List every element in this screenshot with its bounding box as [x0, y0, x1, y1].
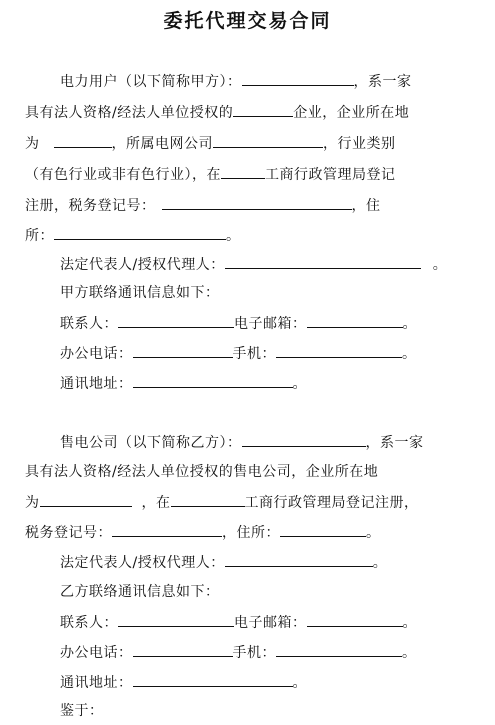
party-a-office-phone-blank[interactable]: [133, 342, 233, 358]
party-b-mobile-label: 手机：: [232, 645, 276, 661]
party-a-line5-suffix: ，住: [351, 198, 381, 214]
whereas-label: 鉴于：: [60, 703, 104, 719]
party-b-line-2: 具有法人资格/经法人单位授权的售电公司，企业所在地: [25, 464, 379, 480]
party-a-rep-line: [60, 253, 447, 275]
party-b-line3-mid: ，在: [141, 495, 171, 511]
party-a-contact-heading: 甲方联络通讯信息如下：: [60, 285, 220, 301]
party-a-rep-suffix: 。: [432, 257, 448, 273]
party-b-rep-blank[interactable]: [225, 551, 373, 567]
party-a-address-line: [60, 372, 307, 394]
party-b-name-blank[interactable]: [242, 431, 366, 447]
party-b-contact-line: [60, 611, 417, 633]
party-b-rep-line: [60, 551, 387, 573]
party-b-email-suffix: 。: [402, 615, 417, 631]
party-a-address-blank[interactable]: [54, 224, 226, 240]
party-a-mobile-blank[interactable]: [276, 342, 402, 358]
party-a-location-blank[interactable]: [54, 132, 112, 148]
party-a-intro-suffix: ，系一家: [353, 74, 412, 90]
party-b-address-blank[interactable]: [280, 521, 366, 537]
party-b-phone-line: [60, 641, 417, 663]
party-a-registry-blank[interactable]: [221, 163, 265, 179]
party-a-line5-prefix: 注册，税务登记号：: [25, 198, 156, 214]
party-a-contact-person-label: 联系人：: [60, 316, 118, 332]
party-b-registry-blank[interactable]: [171, 491, 245, 507]
party-a-line3-suffix: ，行业类别: [323, 136, 396, 152]
party-a-mobile-suffix: 。: [402, 346, 417, 362]
party-b-mobile-suffix: 。: [402, 645, 417, 661]
party-a-contact-line: [60, 312, 417, 334]
party-b-line3-suffix: 工商行政管理局登记注册，: [244, 495, 419, 511]
party-b-contact-heading: 乙方联络通讯信息如下：: [60, 584, 220, 600]
party-a-email-blank[interactable]: [307, 312, 403, 328]
party-a-mail-address-label: 通讯地址：: [60, 376, 133, 392]
document-title: 委托代理交易合同: [163, 10, 332, 32]
party-a-mobile-label: 手机：: [232, 346, 276, 362]
party-b-line4-suffix: 。: [366, 525, 381, 541]
party-a-tax-number-blank[interactable]: [162, 194, 352, 210]
party-a-mail-address-suffix: 。: [292, 376, 307, 392]
party-b-contact-person-blank[interactable]: [118, 611, 234, 627]
party-a-line4-prefix: （有色行业或非有色行业），在: [25, 167, 221, 183]
party-a-line2-mid: 企业，企业所在地: [293, 105, 410, 121]
party-a-intro-line: [60, 70, 412, 92]
party-a-line-4: [25, 163, 396, 185]
party-b-address-line: [60, 671, 307, 693]
party-a-line-3: [25, 132, 396, 154]
party-b-email-label: 电子邮箱：: [234, 615, 307, 631]
party-a-line3-prefix: 为: [25, 136, 40, 152]
party-b-rep-label: 法定代表人/授权代理人：: [60, 555, 225, 571]
party-a-line-6: [25, 224, 241, 246]
party-a-name-blank[interactable]: [242, 70, 354, 86]
party-a-email-label: 电子邮箱：: [234, 316, 307, 332]
party-a-line6-suffix: 。: [226, 228, 241, 244]
party-a-email-suffix: 。: [402, 316, 417, 332]
party-a-intro-label: 电力用户（以下简称甲方）：: [60, 74, 242, 90]
party-b-office-phone-label: 办公电话：: [60, 645, 133, 661]
party-b-office-phone-blank[interactable]: [133, 641, 233, 657]
party-a-contact-person-blank[interactable]: [118, 312, 234, 328]
party-b-rep-suffix: 。: [372, 555, 388, 571]
party-a-enterprise-type-blank[interactable]: [233, 101, 293, 117]
party-a-rep-label: 法定代表人/授权代理人：: [60, 257, 225, 273]
party-a-mail-address-blank[interactable]: [133, 372, 293, 388]
party-b-email-blank[interactable]: [307, 611, 403, 627]
party-a-line2-prefix: 具有法人资格/经法人单位授权的: [25, 105, 234, 121]
party-a-line4-suffix: 工商行政管理局登记: [265, 167, 396, 183]
party-b-intro-label: 售电公司（以下简称乙方）：: [60, 435, 242, 451]
party-a-line3-mid: ，所属电网公司: [111, 136, 213, 152]
party-b-intro-line: [60, 431, 424, 453]
party-b-mail-address-suffix: 。: [292, 675, 307, 691]
party-b-tax-number-blank[interactable]: [112, 521, 222, 537]
party-b-mobile-blank[interactable]: [276, 641, 402, 657]
party-b-location-blank[interactable]: [40, 491, 132, 507]
party-a-line6-prefix: 所：: [25, 228, 54, 244]
party-b-contact-person-label: 联系人：: [60, 615, 118, 631]
party-b-mail-address-blank[interactable]: [133, 671, 293, 687]
party-a-office-phone-label: 办公电话：: [60, 346, 133, 362]
party-a-line-5: [25, 194, 381, 216]
party-b-line-3: [25, 491, 419, 513]
party-b-intro-suffix: ，系一家: [365, 435, 424, 451]
party-a-rep-blank[interactable]: [225, 253, 421, 269]
party-b-line-4: [25, 521, 381, 543]
party-a-grid-company-blank[interactable]: [213, 132, 323, 148]
party-b-line4-prefix: 税务登记号：: [25, 525, 112, 541]
party-a-phone-line: [60, 342, 417, 364]
party-b-mail-address-label: 通讯地址：: [60, 675, 133, 691]
party-a-line-2: [25, 101, 409, 123]
party-b-line4-mid: ，住所：: [222, 525, 280, 541]
party-b-line3-prefix: 为: [25, 495, 40, 511]
